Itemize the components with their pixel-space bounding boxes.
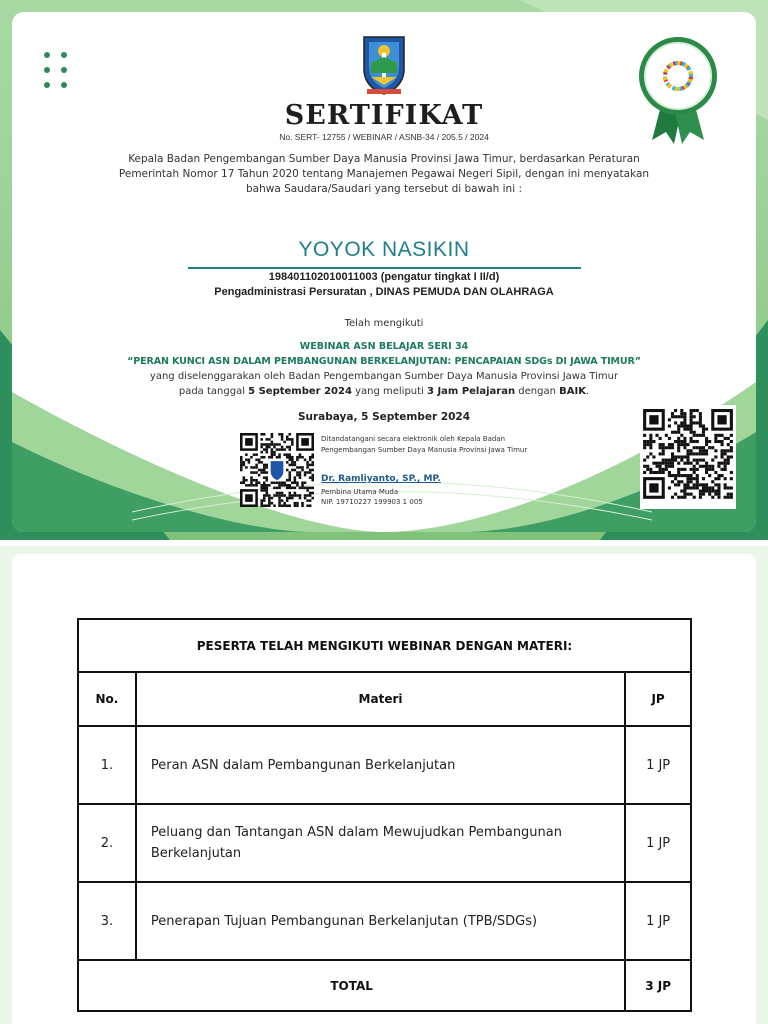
date-prefix: pada tanggal <box>178 386 249 397</box>
row-no: 1. <box>78 726 136 804</box>
total-label: TOTAL <box>78 960 625 1011</box>
recipient-position: Pengadministrasi Persuratan , DINAS PEMUDA DAN OLAHRAGA <box>214 286 554 298</box>
materi-table <box>77 618 692 1012</box>
header-materi: Materi <box>136 672 625 726</box>
signer-name: Dr. Ramliyanto, SP., MP. <box>321 474 441 484</box>
row-jp: 1 JP <box>625 882 691 960</box>
table-row <box>78 882 691 960</box>
organizer-text: yang diselenggarakan oleh Badan Pengembangan Sumber Daya Manusia Provinsi Jawa Timur <box>149 371 619 382</box>
recipient-name: YOYOK NASIKIN <box>298 238 470 261</box>
grade-end: . <box>585 386 590 397</box>
certificate-title: SERTIFIKAT <box>284 100 484 131</box>
table-row <box>78 726 691 804</box>
row-materi: Penerapan Tujuan Pembangunan Berkelanjutan (TPB/SDGs) <box>136 882 625 960</box>
provincial-emblem-icon <box>361 33 407 95</box>
header-no: No. <box>78 672 136 726</box>
row-no: 2. <box>78 804 136 882</box>
certificate-intro: Kepala Badan Pengembangan Sumber Daya Manusia Provinsi Jawa Timur, berdasarkan Peraturan Pemerintah Nomor 17 Tahun 2020 tentang Manajemen Pegawai Negeri Sipil, dengan ini menyatakan bahwa Saudara/Saudari yang tersebut di bawah ini : <box>118 153 650 195</box>
name-underline <box>188 267 581 269</box>
verification-qr-code-icon <box>640 405 736 509</box>
signer-nip: NIP. 19710227 199903 1 005 <box>321 498 423 506</box>
row-jp: 1 JP <box>625 726 691 804</box>
decorative-dots <box>44 52 69 88</box>
date-line <box>0 386 768 397</box>
signer-rank: Pembina Utama Muda <box>321 488 399 496</box>
recipient-nip: 198401102010011003 (pengatur tingkat I II/d) <box>268 271 500 283</box>
date-suffix: dengan <box>515 386 560 397</box>
event-hours: 3 Jam Pelajaran <box>427 386 516 397</box>
row-materi: Peran ASN dalam Pembangunan Berkelanjutan <box>136 726 625 804</box>
signature-note: Ditandatangani secara elektronik oleh Kepala Badan Pengembangan Sumber Daya Manusia Provinsi Jawa Timur <box>321 435 528 454</box>
row-materi: Peluang dan Tantangan ASN dalam Mewujudkan Pembangunan Berkelanjutan <box>136 804 625 882</box>
followed-label: Telah mengikuti <box>344 318 424 329</box>
table-total-row <box>78 960 691 1011</box>
date-middle: yang meliputi <box>351 386 428 397</box>
certificate-number: No. SERT- 12755 / WEBINAR / ASNB-34 / 205.5 / 2024 <box>279 132 489 142</box>
event-series: WEBINAR ASN BELAJAR SERI 34 <box>299 341 469 352</box>
table-header-row <box>78 672 691 726</box>
row-no: 3. <box>78 882 136 960</box>
grade: BAIK <box>559 386 586 397</box>
event-date: 5 September 2024 <box>248 386 352 397</box>
total-jp: 3 JP <box>625 960 691 1011</box>
table-row <box>78 804 691 882</box>
signature-qr-code-icon <box>240 433 314 507</box>
table-caption-row <box>78 619 691 672</box>
table-caption: PESERTA TELAH MENGIKUTI WEBINAR DENGAN MATERI: <box>78 619 691 672</box>
place-date: Surabaya, 5 September 2024 <box>297 411 471 423</box>
header-jp: JP <box>625 672 691 726</box>
row-jp: 1 JP <box>625 804 691 882</box>
event-title: “PERAN KUNCI ASN DALAM PEMBANGUNAN BERKELANJUTAN: PENCAPAIAN SDGs DI JAWA TIMUR” <box>127 356 641 367</box>
